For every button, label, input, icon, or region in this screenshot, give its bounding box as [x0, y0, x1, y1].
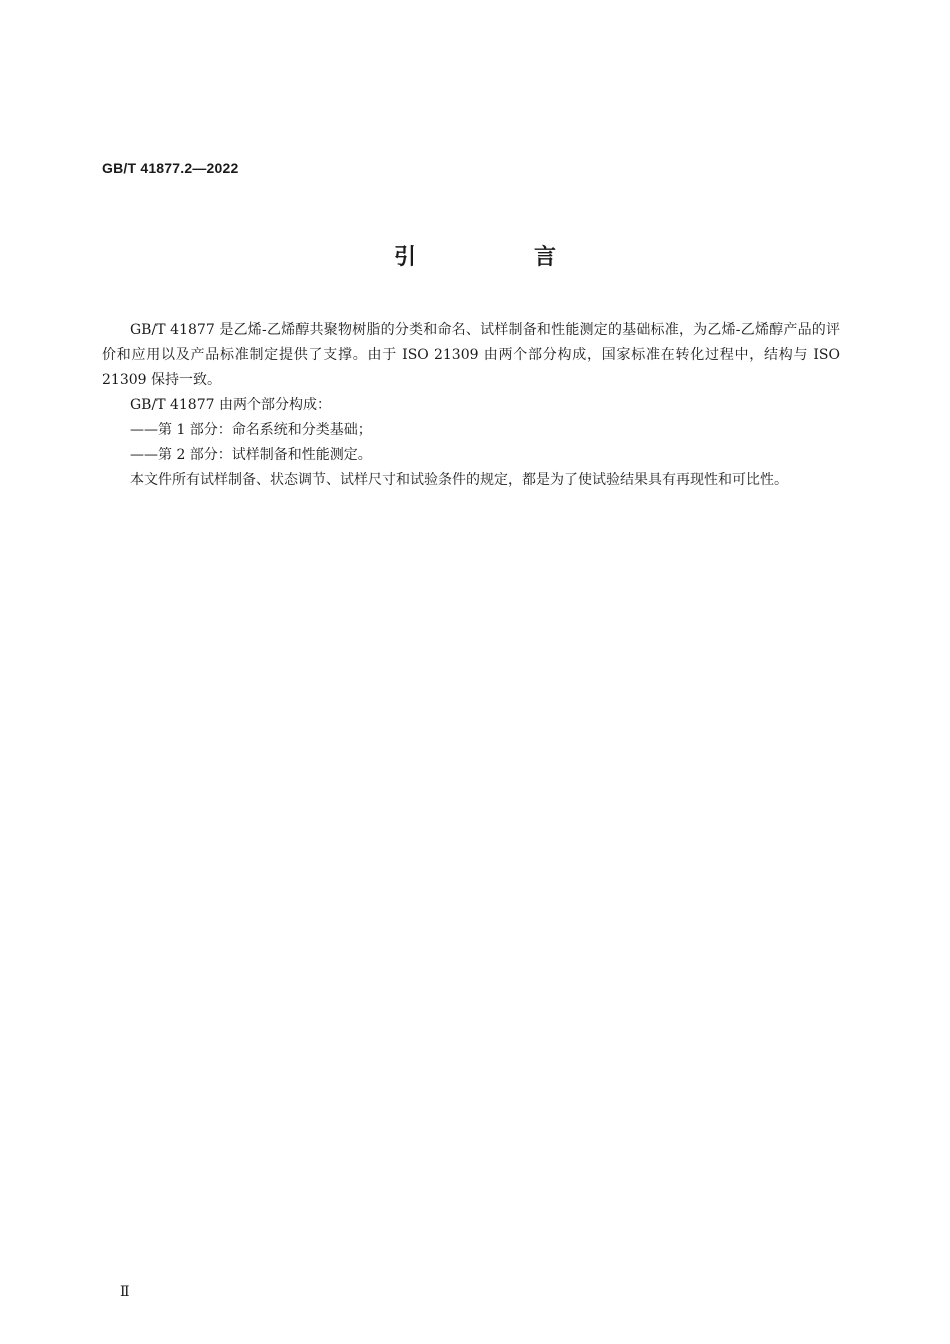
- page-number: Ⅱ: [120, 1284, 130, 1300]
- introduction-body: [102, 318, 840, 493]
- page-title: 引 言: [393, 245, 604, 270]
- paragraph-purpose: 本文件所有试样制备、状态调节、试样尺寸和试验条件的规定，都是为了使试验结果具有再现性和可比性。: [130, 472, 788, 488]
- standard-id: GB/T 41877.2—2022: [102, 160, 239, 176]
- paragraph-intro: GB/T 41877 是乙烯-乙烯醇共聚物树脂的分类和命名、试样制备和性能测定的基础标准，为乙烯-乙烯醇产品的评价和应用以及产品标准制定提供了支撑。由于 ISO 21309 由两个部分构成，国家标准在转化过程中，结构与 ISO 21309 保持一致。: [102, 322, 840, 388]
- list-item-part-1: ——第 1 部分：命名系统和分类基础；: [130, 422, 372, 438]
- list-item-part-2: ——第 2 部分：试样制备和性能测定。: [130, 447, 372, 463]
- paragraph-structure: GB/T 41877 由两个部分构成：: [130, 397, 331, 413]
